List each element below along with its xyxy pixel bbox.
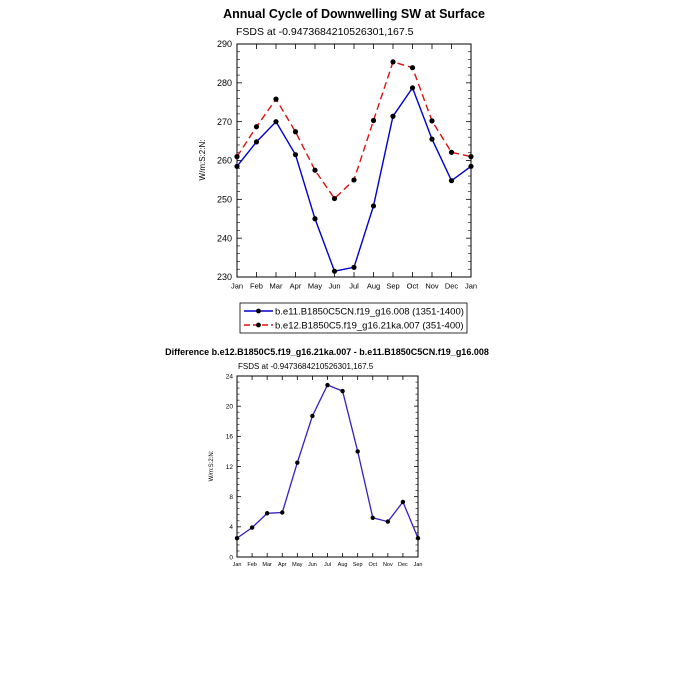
y-tick-label: 4 — [229, 524, 233, 532]
data-point — [371, 203, 376, 208]
y-tick-label: 230 — [216, 272, 232, 283]
legend-marker — [256, 309, 261, 314]
data-point — [468, 154, 473, 159]
chart-title: Difference b.e12.B1850C5.f19_g16.21ka.007 - b.e11.B1850C5CN.f19_g16.008 — [165, 347, 489, 357]
x-tick-label: Jul — [323, 562, 332, 569]
y-axis-label: W/m:S:2:N: — [198, 139, 207, 181]
chart-title: Annual Cycle of Downwelling SW at Surface — [223, 7, 485, 21]
x-tick-label: Jun — [328, 281, 341, 291]
data-point — [429, 118, 434, 123]
y-tick-label: 12 — [225, 463, 233, 471]
data-point — [310, 414, 314, 418]
y-tick-label: 16 — [225, 433, 233, 441]
x-tick-label: Jan — [230, 281, 244, 291]
data-point — [234, 154, 239, 159]
x-tick-label: Mar — [262, 562, 272, 569]
data-point — [390, 59, 395, 64]
data-point — [355, 449, 359, 453]
data-point — [401, 500, 405, 504]
data-point — [386, 519, 390, 523]
y-tick-label: 8 — [229, 493, 233, 501]
plot-area — [217, 39, 477, 290]
data-point — [449, 150, 454, 155]
data-point — [449, 178, 454, 183]
data-point — [351, 265, 356, 270]
data-point — [273, 119, 278, 124]
data-point — [312, 216, 317, 221]
x-tick-label: Aug — [337, 562, 348, 569]
data-point — [235, 536, 239, 540]
data-point — [429, 137, 434, 142]
x-tick-label: Dec — [398, 562, 408, 569]
data-point — [340, 389, 344, 393]
x-tick-label: Aug — [366, 281, 381, 291]
x-tick-label: Jan — [232, 562, 242, 569]
legend-label: b.e12.B1850C5.f19_g16.21ka.007 (351-400) — [275, 320, 464, 332]
data-point — [325, 383, 329, 387]
x-tick-label: Feb — [247, 562, 257, 569]
x-tick-label: Oct — [406, 281, 419, 291]
x-tick-label: Jan — [413, 562, 423, 569]
data-point — [250, 525, 254, 529]
data-point — [254, 124, 259, 129]
y-tick-label: 250 — [216, 194, 232, 205]
x-tick-label: Jul — [349, 281, 359, 291]
data-point — [332, 269, 337, 274]
data-point — [416, 536, 420, 540]
data-point — [273, 97, 278, 102]
difference-chart — [165, 347, 489, 568]
x-tick-label: Sep — [352, 562, 363, 569]
data-point — [410, 85, 415, 90]
y-tick-label: 270 — [216, 116, 232, 127]
plot-frame — [237, 376, 418, 557]
y-tick-label: 260 — [216, 155, 232, 166]
plot-area — [226, 373, 423, 568]
data-point — [280, 510, 284, 514]
legend-label: b.e11.B1850C5CN.f19_g16.008 (1351-1400) — [275, 306, 464, 318]
x-tick-label: Sep — [386, 281, 400, 291]
y-axis-label: W/m:S:2:N: — [209, 450, 215, 482]
y-tick-label: 280 — [216, 77, 232, 88]
y-tick-label: 24 — [225, 373, 233, 381]
x-tick-label: May — [292, 562, 303, 569]
series-line — [237, 385, 418, 538]
x-tick-label: Apr — [289, 281, 302, 291]
plot-frame — [237, 44, 471, 277]
legend-marker — [256, 323, 261, 328]
x-tick-label: Mar — [269, 281, 283, 291]
x-tick-label: Jun — [307, 562, 317, 569]
y-tick-label: 0 — [229, 554, 233, 562]
data-point — [293, 152, 298, 157]
data-point — [390, 114, 395, 119]
data-point — [351, 177, 356, 182]
x-tick-label: Dec — [444, 281, 459, 291]
x-tick-label: Feb — [250, 281, 263, 291]
data-point — [312, 168, 317, 173]
y-tick-label: 20 — [225, 403, 233, 411]
y-tick-label: 290 — [216, 39, 232, 50]
data-point — [332, 196, 337, 201]
chart-subtitle: FSDS at -0.9473684210526301,167.5 — [236, 26, 414, 38]
x-tick-label: Jan — [464, 281, 478, 291]
x-tick-label: Apr — [277, 562, 287, 569]
data-point — [234, 164, 239, 169]
x-tick-label: Oct — [368, 562, 378, 569]
data-point — [468, 164, 473, 169]
data-point — [293, 129, 298, 134]
x-tick-label: May — [307, 281, 323, 291]
y-tick-label: 240 — [216, 233, 232, 244]
data-point — [295, 461, 299, 465]
x-tick-label: Nov — [425, 281, 439, 291]
chart-subtitle: FSDS at -0.9473684210526301,167.5 — [238, 362, 374, 371]
data-point — [371, 516, 375, 520]
legend — [240, 303, 467, 333]
data-point — [254, 139, 259, 144]
data-point — [371, 118, 376, 123]
data-point — [410, 65, 415, 70]
data-point — [265, 511, 269, 515]
annual-cycle-chart — [198, 7, 485, 333]
x-tick-label: Nov — [382, 562, 393, 569]
